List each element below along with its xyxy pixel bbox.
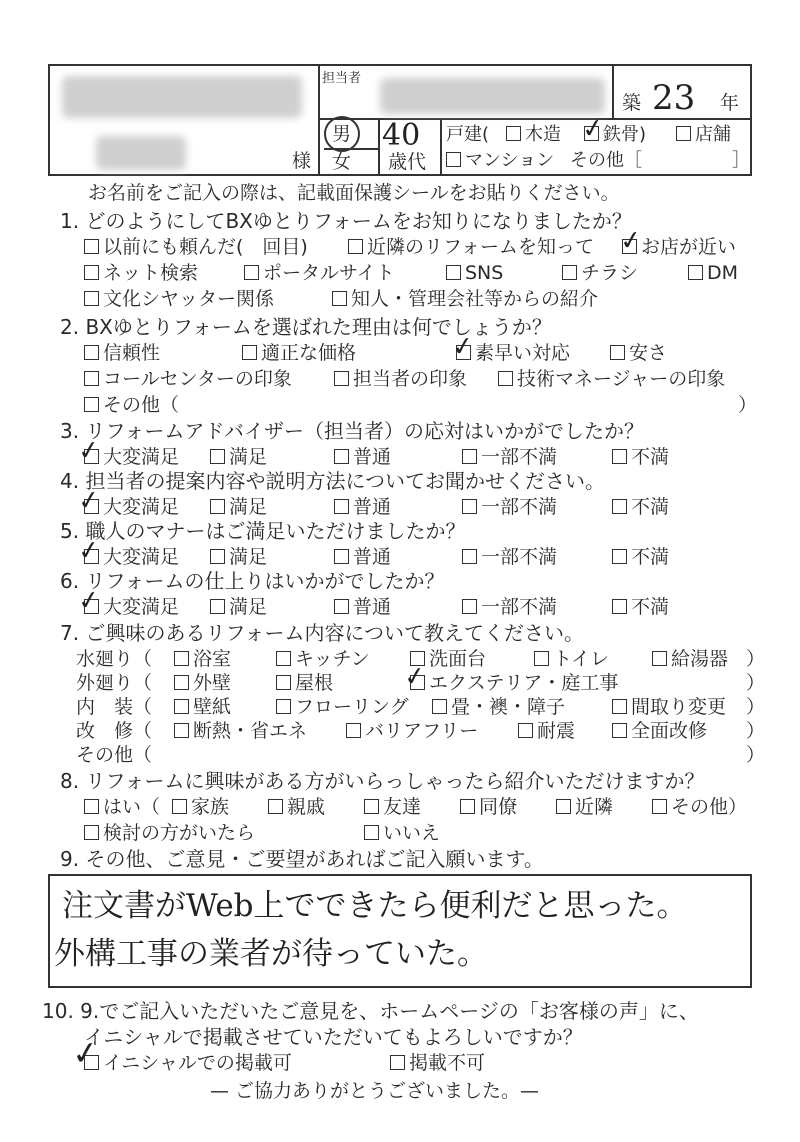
rating-option bbox=[612, 496, 669, 518]
rating-text: 一部不満 bbox=[481, 446, 558, 468]
rating-text: 一部不満 bbox=[481, 596, 558, 618]
check-mark-icon: ✓ bbox=[76, 484, 102, 518]
rating-checkbox[interactable] bbox=[334, 599, 349, 614]
q2-option-8 bbox=[84, 394, 179, 416]
q7-checkbox[interactable] bbox=[174, 675, 189, 690]
rating-option bbox=[612, 546, 669, 568]
q9-title: 9. その他、ご意見・ご要望があればご記入願います。 bbox=[60, 847, 544, 871]
q7-option bbox=[612, 720, 707, 742]
q10-option-1-text: イニシャルでの掲載可 bbox=[103, 1052, 292, 1074]
q8-option-text: 検討の方がいたら bbox=[103, 822, 256, 844]
q1-option-6-text: SNS bbox=[465, 262, 504, 284]
rating-checkbox[interactable] bbox=[612, 499, 627, 514]
q2-option-1-text: 信頼性 bbox=[103, 342, 161, 364]
rating-checkbox[interactable] bbox=[334, 449, 349, 464]
q1-option-8-text: DM bbox=[707, 262, 739, 284]
rating-option bbox=[334, 546, 391, 568]
q2-option-1-checkbox[interactable] bbox=[84, 345, 99, 360]
tenpo-checkbox[interactable] bbox=[676, 126, 691, 141]
q1-option-4-text: ネット検索 bbox=[103, 262, 199, 284]
q8-option-text: 友達 bbox=[383, 796, 422, 818]
rating-text: 満足 bbox=[229, 446, 268, 468]
q1-title: 1. どのようにしてBXゆとりフォームをお知りになりましたか？ bbox=[60, 209, 632, 233]
q7-option bbox=[612, 696, 726, 718]
q7-option bbox=[276, 672, 333, 694]
q8-option-text: 親戚 bbox=[287, 796, 326, 818]
q7-row-label: 外廻り（ bbox=[76, 672, 153, 694]
chiku-value: 23 bbox=[652, 78, 696, 118]
rating-text: 普通 bbox=[353, 496, 392, 518]
rating-option bbox=[334, 446, 391, 468]
q2-title: 2. BXゆとりフォームを選ばれた理由は何でしょうか？ bbox=[60, 315, 552, 339]
q1-option-4 bbox=[84, 262, 198, 284]
q8-option-text: いいえ bbox=[383, 822, 441, 844]
q1-option-9-text: 文化シヤッター関係 bbox=[103, 288, 275, 310]
rating-text: 一部不満 bbox=[481, 496, 558, 518]
check-mark-icon: ✓ bbox=[69, 1032, 102, 1074]
mansion-text: マンション bbox=[465, 150, 555, 171]
q7-checkbox[interactable] bbox=[174, 651, 189, 666]
sama-label: 様 bbox=[292, 150, 312, 172]
rating-option bbox=[612, 446, 669, 468]
rating-text: 不満 bbox=[631, 446, 670, 468]
q7-option-text: 浴室 bbox=[193, 648, 232, 670]
q1-option-8-checkbox[interactable] bbox=[688, 265, 703, 280]
q8-title: 8. リフォームに興味がある方がいらっしゃったら紹介いただけますか？ bbox=[60, 769, 705, 793]
check-mark-icon: ✓ bbox=[618, 224, 644, 258]
q7-option bbox=[276, 696, 409, 718]
q8-option bbox=[172, 796, 229, 818]
rating-text: 普通 bbox=[353, 546, 392, 568]
rating-checkbox[interactable] bbox=[462, 499, 477, 514]
q8-checkbox[interactable] bbox=[364, 825, 379, 840]
redacted-address bbox=[96, 136, 186, 170]
rating-option bbox=[612, 596, 669, 618]
q8-option bbox=[364, 822, 440, 844]
age-value: 40 bbox=[382, 118, 421, 153]
mansion-checkbox[interactable] bbox=[446, 152, 461, 167]
q7-option-text: キッチン bbox=[295, 648, 370, 670]
q7-option bbox=[174, 720, 307, 742]
gender-male: 男 bbox=[332, 123, 352, 145]
rating-text: 普通 bbox=[353, 596, 392, 618]
check-mark-icon: ✓ bbox=[76, 434, 102, 468]
q8-option bbox=[364, 796, 421, 818]
rating-text: 満足 bbox=[229, 496, 268, 518]
q8-option bbox=[268, 796, 325, 818]
q7-title: 7. ご興味のあるリフォーム内容について教えてください。 bbox=[60, 621, 585, 645]
q10-option-2-text: 掲載不可 bbox=[409, 1052, 486, 1074]
q7-option-text: 畳・襖・障子 bbox=[451, 696, 566, 718]
q1-option-10-checkbox[interactable] bbox=[332, 291, 347, 306]
q10-option-2 bbox=[390, 1052, 485, 1074]
q2-option-5-text: コールセンターの印象 bbox=[103, 368, 292, 390]
q1-option-6-checkbox[interactable] bbox=[446, 265, 461, 280]
q2-option-2-text: 適正な価格 bbox=[261, 342, 357, 364]
q7-option bbox=[174, 672, 231, 694]
q7-option bbox=[410, 672, 618, 694]
q7-checkbox[interactable] bbox=[518, 723, 533, 738]
q7-checkbox[interactable] bbox=[534, 651, 549, 666]
rating-checkbox[interactable] bbox=[210, 499, 225, 514]
q7-row-label: その他（ bbox=[76, 744, 153, 766]
rating-checkbox[interactable] bbox=[612, 599, 627, 614]
q8-checkbox[interactable] bbox=[364, 799, 379, 814]
q7-option bbox=[432, 696, 565, 718]
q7-checkbox[interactable] bbox=[612, 699, 627, 714]
mokuzo-checkbox[interactable] bbox=[506, 126, 521, 141]
q2-option-6 bbox=[334, 368, 467, 390]
q2-option-3-text: 素早い対応 bbox=[475, 342, 571, 364]
rating-option bbox=[210, 546, 267, 568]
q7-option bbox=[534, 648, 609, 670]
rating-checkbox[interactable] bbox=[210, 599, 225, 614]
q7-checkbox[interactable] bbox=[276, 651, 291, 666]
rating-option bbox=[210, 446, 267, 468]
rating-checkbox[interactable] bbox=[462, 549, 477, 564]
q2-option-4 bbox=[610, 342, 667, 364]
q7-close: ） bbox=[746, 720, 766, 742]
rating-option bbox=[210, 596, 267, 618]
rating-text: 大変満足 bbox=[103, 546, 180, 568]
q2-option-8-text: その他（ bbox=[103, 394, 180, 416]
q1-option-10-text: 知人・管理会社等からの紹介 bbox=[351, 288, 599, 310]
q8-checkbox[interactable] bbox=[268, 799, 283, 814]
rating-option bbox=[334, 596, 391, 618]
q1-option-1-checkbox[interactable] bbox=[84, 239, 99, 254]
rating-option bbox=[462, 546, 557, 568]
rating-text: 一部不満 bbox=[481, 546, 558, 568]
q10-title-line-2: イニシャルで掲載させていただいてもよろしいですか？ bbox=[84, 1025, 583, 1049]
rating-checkbox[interactable] bbox=[210, 549, 225, 564]
chiku-label: 築 bbox=[622, 92, 642, 114]
q8-checkbox[interactable] bbox=[556, 799, 571, 814]
q7-checkbox[interactable] bbox=[174, 723, 189, 738]
q1-option-2-text: 近隣のリフォームを知って bbox=[367, 236, 595, 258]
rating-text: 大変満足 bbox=[103, 496, 180, 518]
rating-text: 満足 bbox=[229, 596, 268, 618]
q2-option-5 bbox=[84, 368, 292, 390]
q7-option bbox=[652, 648, 728, 670]
tenpo-text: 店舗 bbox=[695, 124, 731, 145]
redacted-staff bbox=[380, 78, 605, 114]
check-mark-icon: ✓ bbox=[580, 112, 606, 146]
q2-option-8-checkbox[interactable] bbox=[84, 397, 99, 412]
q7-option bbox=[276, 648, 370, 670]
q7-close: ） bbox=[746, 696, 766, 718]
check-mark-icon: ✓ bbox=[76, 534, 102, 568]
q1-option-1-text: 以前にも頼んだ( 回目) bbox=[103, 236, 308, 258]
check-mark-icon: ✓ bbox=[450, 330, 476, 364]
q7-checkbox[interactable] bbox=[276, 675, 291, 690]
rating-text: 不満 bbox=[631, 596, 670, 618]
q8-option-text: 同僚 bbox=[479, 796, 518, 818]
q8-checkbox[interactable] bbox=[172, 799, 187, 814]
q7-close: ） bbox=[746, 672, 766, 694]
notice-text: お名前をご記入の際は、記載面保護シールをお貼りください。 bbox=[88, 182, 620, 204]
q8-option-text: その他） bbox=[671, 796, 748, 818]
male-circle bbox=[324, 116, 360, 152]
rating-text: 不満 bbox=[631, 546, 670, 568]
mansion-option bbox=[446, 150, 554, 172]
q5-title: 5. 職人のマナーはご満足いただけましたか？ bbox=[60, 519, 466, 543]
rating-checkbox[interactable] bbox=[462, 449, 477, 464]
q7-checkbox[interactable] bbox=[174, 699, 189, 714]
q2-option-6-checkbox[interactable] bbox=[334, 371, 349, 386]
redacted-name bbox=[62, 76, 302, 118]
footer-thanks: — ご協力ありがとうございました。— bbox=[210, 1080, 540, 1102]
q7-option-text: トイレ bbox=[553, 648, 610, 670]
q1-option-6 bbox=[446, 262, 503, 284]
mokuzo-option bbox=[506, 124, 561, 146]
q1-option-9 bbox=[84, 288, 274, 310]
q1-option-5 bbox=[244, 262, 395, 284]
q1-option-4-checkbox[interactable] bbox=[84, 265, 99, 280]
rating-checkbox[interactable] bbox=[334, 499, 349, 514]
q8-option bbox=[84, 796, 160, 818]
q1-option-7 bbox=[562, 262, 638, 284]
q3-title: 3. リフォームアドバイザー（担当者）の応対はいかがでしたか？ bbox=[60, 419, 645, 443]
q1-option-2 bbox=[348, 236, 594, 258]
check-mark-icon: ✓ bbox=[76, 584, 102, 618]
rating-text: 普通 bbox=[353, 446, 392, 468]
q7-checkbox[interactable] bbox=[432, 699, 447, 714]
q7-checkbox[interactable] bbox=[276, 699, 291, 714]
rating-text: 大変満足 bbox=[103, 446, 180, 468]
chiku-unit: 年 bbox=[720, 92, 740, 114]
q1-option-10 bbox=[332, 288, 598, 310]
q6-title: 6. リフォームの仕上りはいかがでしたか？ bbox=[60, 569, 445, 593]
rating-checkbox[interactable] bbox=[210, 449, 225, 464]
q7-option-text: 洗面台 bbox=[429, 648, 487, 670]
q2-option-4-text: 安さ bbox=[629, 342, 668, 364]
rating-text: 不満 bbox=[631, 496, 670, 518]
rating-option bbox=[462, 496, 557, 518]
q1-option-3-text: お店が近い bbox=[641, 236, 737, 258]
q7-row-label: 内 装（ bbox=[76, 696, 153, 718]
q7-option-text: フローリング bbox=[295, 696, 409, 718]
q7-close: ） bbox=[746, 648, 766, 670]
q10-option-1 bbox=[84, 1052, 292, 1074]
q1-option-1 bbox=[84, 236, 308, 258]
q10-title-line-1: 10. 9.でご記入いただいたご意見を、ホームページの「お客様の声」に、 bbox=[42, 999, 699, 1023]
q1-option-7-text: チラシ bbox=[581, 262, 639, 284]
q7-option bbox=[346, 720, 478, 742]
q2-option-7-text: 技術マネージャーの印象 bbox=[517, 368, 726, 390]
rating-checkbox[interactable] bbox=[612, 449, 627, 464]
q7-option bbox=[518, 720, 575, 742]
q7-checkbox[interactable] bbox=[652, 651, 667, 666]
q10-option-2-checkbox[interactable] bbox=[390, 1055, 405, 1070]
q2-option-4-checkbox[interactable] bbox=[610, 345, 625, 360]
q7-option-text: 外壁 bbox=[193, 672, 232, 694]
q7-option-text: 断熱・省エネ bbox=[193, 720, 308, 742]
rating-option bbox=[210, 496, 267, 518]
mokuzo-text: 木造 bbox=[525, 124, 561, 145]
q7-option-text: 全面改修 bbox=[631, 720, 708, 742]
rating-option bbox=[462, 446, 557, 468]
age-label: 歳代 bbox=[388, 151, 427, 173]
q7-option-text: エクステリア・庭工事 bbox=[429, 672, 619, 694]
rating-text: 満足 bbox=[229, 546, 268, 568]
q8-option-text: はい（ bbox=[103, 796, 161, 818]
handwritten-comment-line-2: 外構工事の業者が待っていた。 bbox=[54, 936, 488, 972]
sonota-label: その他［ bbox=[570, 150, 642, 171]
q8-option bbox=[460, 796, 517, 818]
q1-option-8 bbox=[688, 262, 738, 284]
q7-option bbox=[174, 696, 231, 718]
q1-option-5-text: ポータルサイト bbox=[263, 262, 395, 284]
gender-female: 女 bbox=[332, 151, 352, 173]
q2-option-5-checkbox[interactable] bbox=[84, 371, 99, 386]
q8-checkbox[interactable] bbox=[84, 825, 99, 840]
q7-option-text: バリアフリー bbox=[365, 720, 479, 742]
kodate-label: 戸建( bbox=[446, 124, 490, 145]
q8-checkbox[interactable] bbox=[84, 799, 99, 814]
q2-option-7 bbox=[498, 368, 725, 390]
q1-option-2-checkbox[interactable] bbox=[348, 239, 363, 254]
q2-option-2 bbox=[242, 342, 356, 364]
q2-option-1 bbox=[84, 342, 160, 364]
rating-checkbox[interactable] bbox=[462, 599, 477, 614]
tantousha-label: 担当者 bbox=[322, 71, 362, 86]
q7-option-text: 給湯器 bbox=[671, 648, 729, 670]
rating-option bbox=[334, 496, 391, 518]
q1-option-9-checkbox[interactable] bbox=[84, 291, 99, 306]
rating-text: 大変満足 bbox=[103, 596, 180, 618]
q8-option-text: 近隣 bbox=[575, 796, 614, 818]
q7-row-label: 水廻り（ bbox=[76, 648, 153, 670]
q7-option-text: 壁紙 bbox=[193, 696, 232, 718]
q1-option-7-checkbox[interactable] bbox=[562, 265, 577, 280]
q2-option-6-text: 担当者の印象 bbox=[353, 368, 468, 390]
tekkotsu-text: 鉄骨) bbox=[603, 124, 647, 145]
q1-option-5-checkbox[interactable] bbox=[244, 265, 259, 280]
q7-checkbox[interactable] bbox=[612, 723, 627, 738]
q8-checkbox[interactable] bbox=[460, 799, 475, 814]
q7-option-text: 間取り変更 bbox=[631, 696, 727, 718]
q8-option bbox=[556, 796, 613, 818]
q8-option bbox=[652, 796, 747, 818]
q7-option bbox=[174, 648, 231, 670]
q2-option-2-checkbox[interactable] bbox=[242, 345, 257, 360]
q8-checkbox[interactable] bbox=[652, 799, 667, 814]
q2-close-paren: ） bbox=[738, 394, 758, 416]
q8-option-text: 家族 bbox=[191, 796, 230, 818]
bracket-close: ］ bbox=[732, 150, 750, 171]
check-mark-icon: ✓ bbox=[402, 660, 428, 694]
rating-checkbox[interactable] bbox=[334, 549, 349, 564]
q4-title: 4. 担当者の提案内容や説明方法についてお聞かせください。 bbox=[60, 469, 606, 493]
q7-checkbox[interactable] bbox=[346, 723, 361, 738]
q7-close: ） bbox=[746, 744, 766, 766]
tenpo-option bbox=[676, 124, 731, 146]
rating-option bbox=[462, 596, 557, 618]
q7-row-label: 改 修（ bbox=[76, 720, 153, 742]
handwritten-comment-line-1: 注文書がWeb上でできたら便利だと思った。 bbox=[62, 888, 688, 924]
q8-option bbox=[84, 822, 255, 844]
q2-option-7-checkbox[interactable] bbox=[498, 371, 513, 386]
q7-option-text: 耐震 bbox=[537, 720, 576, 742]
q7-option-text: 屋根 bbox=[295, 672, 334, 694]
rating-checkbox[interactable] bbox=[612, 549, 627, 564]
